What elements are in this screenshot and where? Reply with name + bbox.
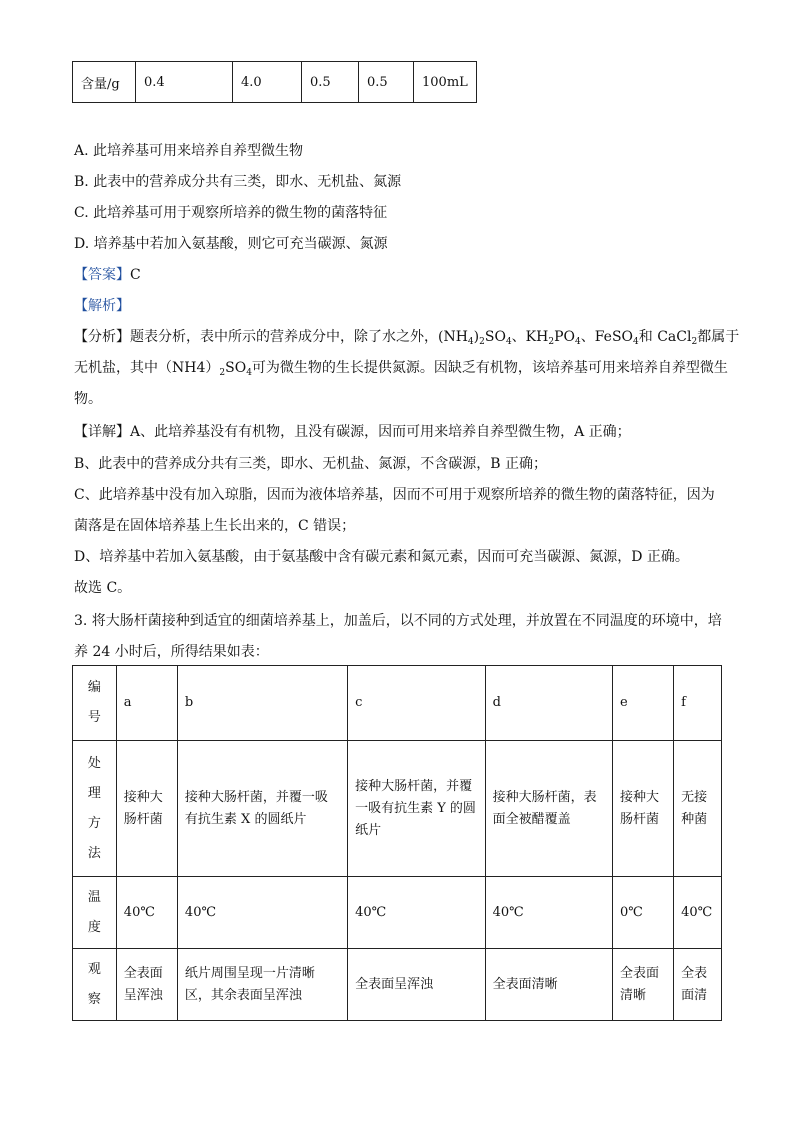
answer-tag: 【答案】 <box>74 267 130 283</box>
subscript: 2 <box>548 337 555 347</box>
id-cell: b <box>177 666 347 741</box>
fenxi-text: 都属于 <box>697 329 740 345</box>
row-label-char: 察 <box>87 991 101 1007</box>
subscript: 4 <box>246 368 252 378</box>
treatment-cell: 接种大肠杆菌，表面全被醋覆盖 <box>485 741 612 877</box>
xiangjie-line-4: 菌落是在固体培养基上生长出来的，C 错误； <box>74 518 356 534</box>
fenxi-text: PO <box>554 329 575 345</box>
xiangjie-line-1 <box>74 422 631 442</box>
xiangjie-text: A、此培养基没有有机物，且没有碳源，因而可用来培养自养型微生物，A 正确； <box>130 424 631 440</box>
fenxi-text: 、KH <box>511 329 549 345</box>
row-label-char: 法 <box>87 845 101 861</box>
temperature-cell: 40℃ <box>177 877 347 949</box>
id-cell: c <box>348 666 486 741</box>
fenxi-text: 、FeSO <box>580 329 634 345</box>
table-row-id <box>73 666 722 741</box>
table-row-temperature <box>73 877 722 949</box>
subscript: 4 <box>574 337 581 347</box>
table-cell: 0.5 <box>359 62 414 103</box>
option-d: D. 培养基中若加入氨基酸，则它可充当碳源、氮源 <box>74 236 388 252</box>
temperature-cell: 40℃ <box>348 877 486 949</box>
fenxi-text: SO <box>484 329 506 345</box>
table-cell: 100mL <box>414 62 477 103</box>
observation-cell: 全表面清晰 <box>485 949 612 1021</box>
fenxi-line-3: 物。 <box>74 391 102 407</box>
fenxi-text: 和 CaCl <box>638 329 692 345</box>
temperature-cell: 40℃ <box>485 877 612 949</box>
row-label-temperature <box>73 877 117 949</box>
table-cell: 0.5 <box>302 62 359 103</box>
observation-cell: 全表面清晰 <box>612 949 673 1021</box>
row-label-char: 观 <box>87 961 101 977</box>
id-cell: d <box>485 666 612 741</box>
experiment-table <box>72 665 722 1021</box>
id-cell: a <box>116 666 177 741</box>
fenxi-line-1 <box>74 327 739 347</box>
answer-line <box>74 265 141 285</box>
row-label-id <box>73 666 117 741</box>
xiangjie-tag: 【详解】 <box>74 424 130 440</box>
nutrient-table <box>72 61 477 103</box>
fenxi-text: 可为微生物的生长提供氮源。因缺乏有机物，该培养基可用来培养自养型微生 <box>251 360 728 376</box>
table-row-observation <box>73 949 722 1021</box>
answer-value: C <box>130 267 141 283</box>
xiangjie-line-3: C、此培养基中没有加入琼脂，因而为液体培养基，因而不可用于观察所培养的微生物的菌落特征，因为 <box>74 487 715 503</box>
row-label-char: 理 <box>87 785 101 801</box>
treatment-cell: 接种大肠杆菌 <box>116 741 177 877</box>
xiangjie-line-2: B、此表中的营养成分共有三类，即水、无机盐、氮源，不含碳源，B 正确； <box>74 456 548 472</box>
table-row-treatment <box>73 741 722 877</box>
table-row <box>73 62 477 103</box>
option-b: B. 此表中的营养成分共有三类，即水、无机盐、氮源 <box>74 174 402 190</box>
fenxi-text: SO <box>225 360 247 376</box>
subscript: 2 <box>691 337 698 347</box>
treatment-cell: 接种大肠杆菌，并覆一吸有抗生素 Y 的圆纸片 <box>348 741 486 877</box>
xiangjie-line-5: D、培养基中若加入氨基酸，由于氨基酸中含有碳元素和氮元素，因而可充当碳源、氮源，D 正确。 <box>74 549 689 565</box>
row-label-char: 方 <box>87 815 101 831</box>
row-label-char: 处 <box>87 755 101 771</box>
row-label-char: 温 <box>87 889 101 905</box>
observation-cell: 纸片周围呈现一片清晰区，其余表面呈浑浊 <box>177 949 347 1021</box>
subscript: 2 <box>219 368 226 378</box>
subscript: 4 <box>505 337 512 347</box>
table-cell: 含量/g <box>73 62 136 103</box>
row-label-char: 编 <box>87 680 101 695</box>
observation-cell: 全表面呈浑浊 <box>348 949 486 1021</box>
observation-cell: 全表面清 <box>674 949 722 1021</box>
fenxi-text: 题表分析，表中所示的营养成分中，除了水之外，(NH <box>130 329 468 345</box>
option-c: C. 此培养基可用于观察所培养的微生物的菌落特征 <box>74 205 388 221</box>
treatment-cell: 无接种菌 <box>674 741 722 877</box>
temperature-cell: 40℃ <box>674 877 722 949</box>
question3-line-2: 养 24 小时后，所得结果如表： <box>74 644 269 660</box>
id-cell: e <box>612 666 673 741</box>
table-cell: 0.4 <box>136 62 233 103</box>
fenxi-line-2 <box>74 358 728 378</box>
question3-line-1: 3. 将大肠杆菌接种到适宜的细菌培养基上，加盖后，以不同的方式处理，并放置在不同温度的环境中，培 <box>74 613 722 629</box>
fenxi-tag: 【分析】 <box>74 329 130 345</box>
subscript: 2 <box>479 337 485 347</box>
xiangjie-line-6: 故选 C。 <box>74 580 132 596</box>
analysis-tag: 【解析】 <box>74 298 130 314</box>
subscript: 4 <box>467 337 474 347</box>
option-a: A. 此培养基可用来培养自养型微生物 <box>74 143 304 159</box>
row-label-char: 度 <box>87 919 101 935</box>
fenxi-text: ) <box>473 329 480 345</box>
treatment-cell: 接种大肠杆菌 <box>612 741 673 877</box>
row-label-treatment <box>73 741 117 877</box>
id-cell: f <box>674 666 722 741</box>
row-label-observation <box>73 949 117 1021</box>
treatment-cell: 接种大肠杆菌，并覆一吸有抗生素 X 的圆纸片 <box>177 741 347 877</box>
observation-cell: 全表面呈浑浊 <box>116 949 177 1021</box>
table-cell: 4.0 <box>233 62 302 103</box>
temperature-cell: 40℃ <box>116 877 177 949</box>
temperature-cell: 0℃ <box>612 877 673 949</box>
fenxi-text: 无机盐，其中（NH4） <box>74 360 220 376</box>
row-label-char: 号 <box>87 710 101 725</box>
subscript: 4 <box>633 337 639 347</box>
